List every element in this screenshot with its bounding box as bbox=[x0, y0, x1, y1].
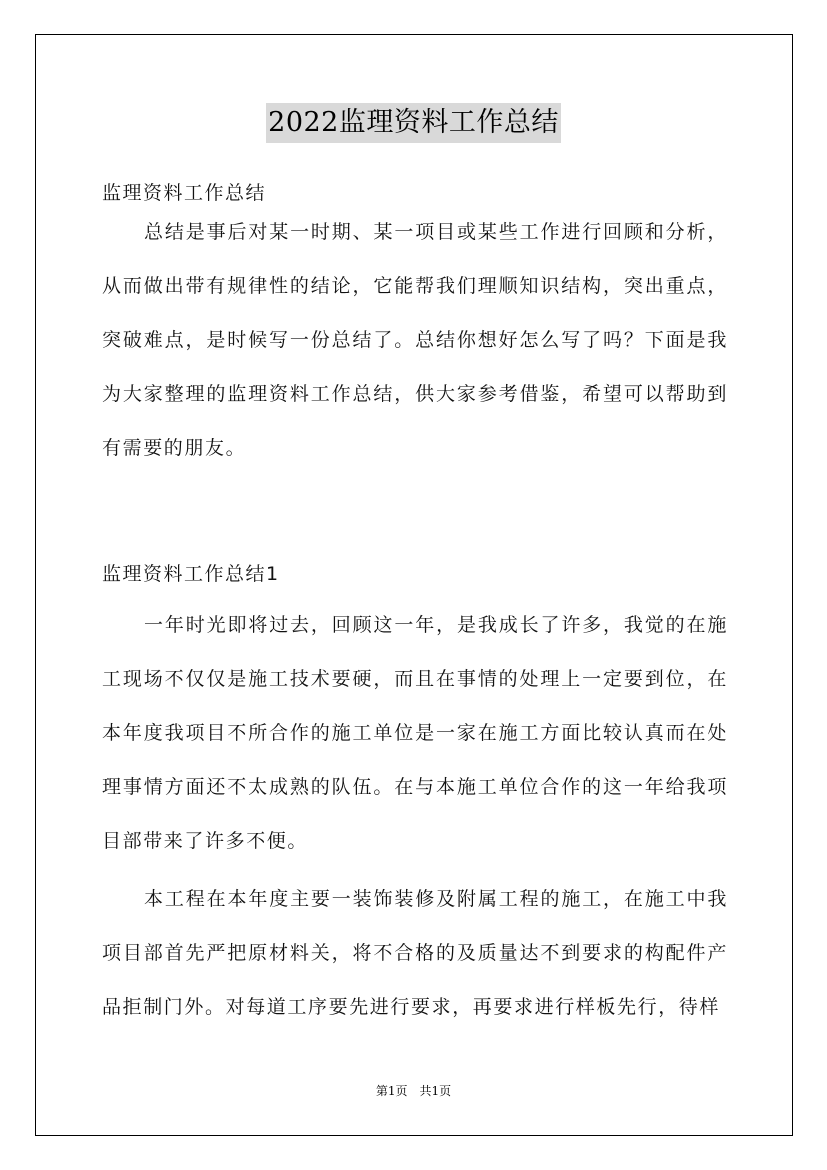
section1-paragraph-2: 本工程在本年度主要一装饰装修及附属工程的施工，在施工中我项目部首先严把原材料关，将不合格的及质量达不到要求的构配件产品拒制门外。对每道工序要先进行要求，再要求进行样板先行，待样 bbox=[102, 888, 728, 1018]
page-footer: 第1页 共1页 bbox=[375, 1084, 452, 1098]
intro-paragraph: 总结是事后对某一时期、某一项目或某些工作进行回顾和分析，从而做出带有规律性的结论，它能帮我们理顺知识结构，突出重点，突破难点，是时候写一份总结了。总结你想好怎么写了吗？下面是我为大家整理的监理资料工作总结，供大家参考借鉴，希望可以帮助到有需要的朋友。 bbox=[102, 221, 728, 459]
section1-block bbox=[102, 598, 728, 1034]
document-title-wrapper bbox=[0, 103, 827, 143]
subtitle: 监理资料工作总结 bbox=[102, 182, 267, 204]
section1-paragraph-1: 一年时光即将过去，回顾这一年，是我成长了许多，我觉的在施工现场不仅仅是施工技术要硬，而且在事情的处理上一定要到位，在本年度我项目不所合作的施工单位是一家在施工方面比较认真而在处理事情方面还不太成熟的队伍。在与本施工单位合作的这一年给我项目部带来了许多不便。 bbox=[102, 614, 728, 852]
section1-heading: 监理资料工作总结1 bbox=[102, 563, 280, 585]
intro-block bbox=[102, 205, 728, 475]
document-title: 2022监理资料工作总结 bbox=[266, 103, 561, 143]
